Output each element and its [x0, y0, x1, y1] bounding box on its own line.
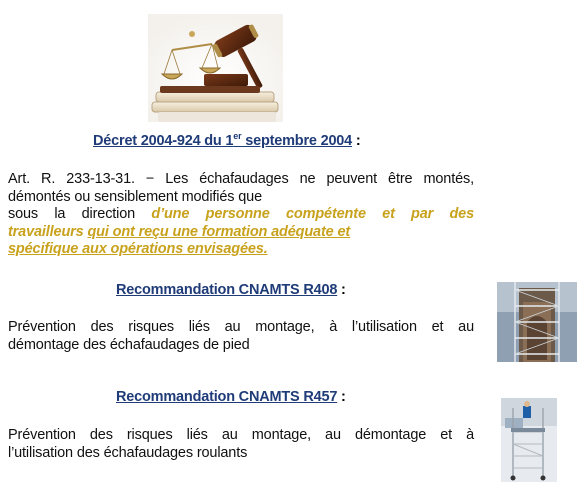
r457-description — [8, 427, 474, 462]
r408-description — [8, 319, 474, 354]
article-line-3: sous la direction d’une personne compétente et par des — [8, 206, 475, 222]
r408-colon: : — [337, 282, 346, 298]
r457-line-2: l’utilisation des échafaudages roulants — [8, 444, 248, 461]
gavel-scales-books-image — [148, 14, 283, 122]
r457-colon: : — [337, 389, 346, 405]
article-line-4: travailleurs qui ont reçu une formation adéquate et — [8, 223, 351, 240]
r408-line-2: démontage des échafaudages de pied — [8, 336, 250, 353]
decree-heading — [93, 133, 361, 149]
article-line-5: spécifique aux opérations envisagées. — [8, 241, 268, 257]
mobile-scaffold-photo — [501, 398, 557, 482]
r408-title: Recommandation CNAMTS R408 — [116, 282, 338, 298]
r457-title: Recommandation CNAMTS R457 — [116, 389, 338, 405]
scaffold-tower-photo — [497, 282, 577, 362]
article-emphasis: d’une personne compétente et par des — [151, 206, 475, 222]
article-line-2: démontés ou sensiblement modifiés que — [8, 188, 262, 205]
r457-heading — [116, 389, 346, 405]
article-line-1: Art. R. 233-13-31. − Les échafaudages ne peuvent être montés, — [8, 171, 474, 187]
article-text — [8, 171, 474, 259]
r408-line-1: Prévention des risques liés au montage, à l’utilisation et au — [8, 319, 474, 335]
decree-colon: : — [352, 133, 361, 149]
r457-line-1: Prévention des risques liés au montage, au démontage et à — [8, 427, 474, 443]
r408-heading — [116, 282, 346, 298]
decree-title: Décret 2004-924 du 1er septembre 2004 — [93, 131, 353, 149]
